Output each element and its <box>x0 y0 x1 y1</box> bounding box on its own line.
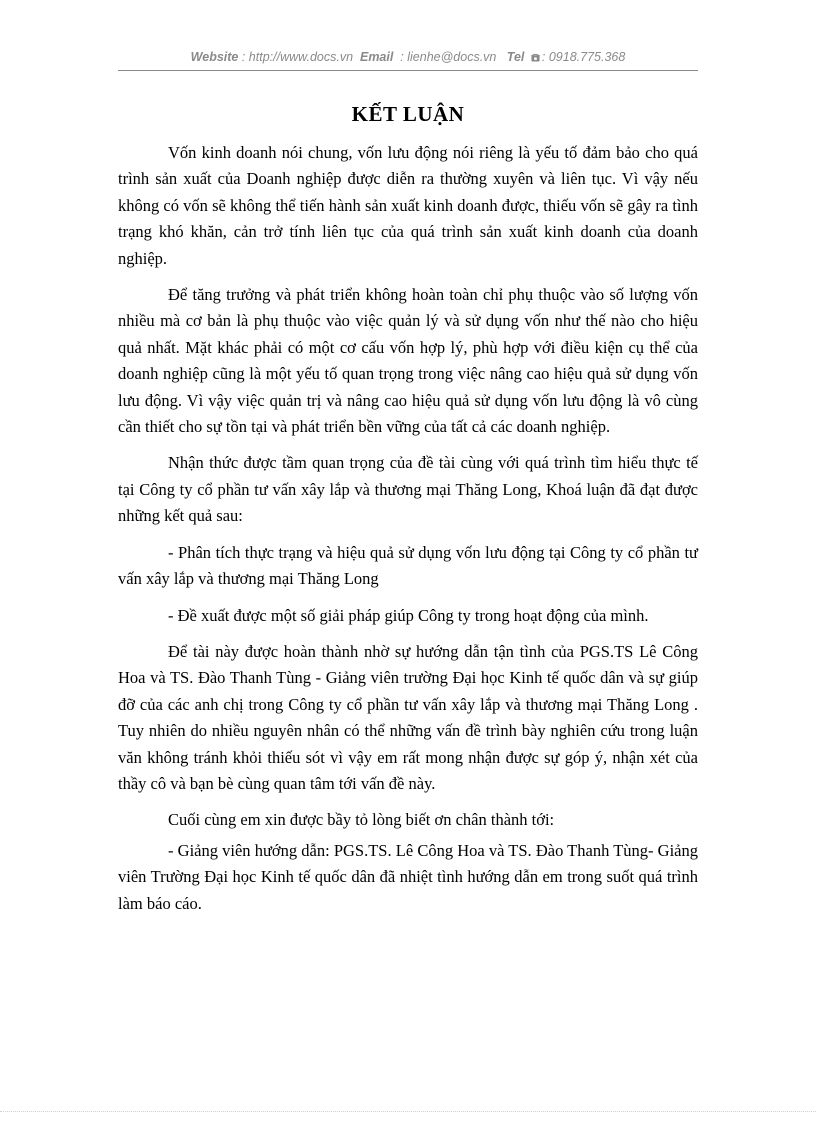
page-title: KẾT LUẬN <box>351 102 465 126</box>
paragraph: Cuối cùng em xin được bầy tỏ lòng biết ơn chân thành tới: <box>168 810 555 830</box>
bullet-item: - Phân tích thực trạng và hiệu quả sử dụng vốn lưu động tại Công ty cổ phần tư vấn xây lắp và thương mại Thăng Long <box>118 542 698 589</box>
tel-value: : 0918.775.368 <box>541 50 626 64</box>
email-label: Email <box>359 50 394 64</box>
paragraph: Vốn kinh doanh nói chung, vốn lưu động nói riêng là yếu tố đảm bảo cho quá trình sản xuất của Doanh nghiệp được diễn ra thường xuyên và liên tục. Vì vậy nếu không có vốn sẽ không thể tiến hành sản xuất kinh doanh được, thiếu vốn sẽ gây ra tình trạng khó khăn, cản trở tính liên tục của quá trình sản xuất kinh doanh của doanh nghiệp. <box>118 143 698 268</box>
telephone-icon <box>531 53 540 62</box>
website-value: : http://www.docs.vn <box>241 50 354 64</box>
paragraph: Nhận thức được tầm quan trọng của đề tài cùng với quá trình tìm hiểu thực tế tại Công ty cổ phần tư vấn xây lắp và thương mại Thăng Long, Khoá luận đã đạt được những kết quả sau: <box>118 453 698 526</box>
email-value: : lienhe@docs.vn <box>400 50 497 64</box>
paragraph: Để tài này được hoàn thành nhờ sự hướng dẫn tận tình của PGS.TS Lê Công Hoa và TS. Đào Thanh Tùng - Giảng viên trường Đại học Kinh tế quốc dân và sự giúp đỡ của các anh chị trong Công ty cổ phần tư vấn xây lắp và thương mại Thăng Long . Tuy nhiên do nhiều nguyên nhân có thể những vấn đề trình bày nghiên cứu trong luận văn không tránh khỏi thiếu sót vì vậy em rất mong nhận được sự góp ý, nhận xét của thầy cô và bạn bè cùng quan tâm tới vấn đề này. <box>118 641 698 793</box>
website-label: Website <box>190 50 239 64</box>
header-divider <box>118 70 698 71</box>
bullet-item: - Giảng viên hướng dẫn: PGS.TS. Lê Công Hoa và TS. Đào Thanh Tùng- Giảng viên Trường Đại học Kinh tế quốc dân đã nhiệt tình hướng dẫn em trong suốt quá trình làm báo cáo. <box>118 840 698 913</box>
page-bottom-divider <box>0 1111 816 1112</box>
page-header <box>118 50 698 64</box>
paragraph: Để tăng trưởng và phát triển không hoàn toàn chỉ phụ thuộc vào số lượng vốn nhiều mà cơ bản là phụ thuộc vào việc quản lý và sử dụng vốn như thế nào cho hiệu quả nhất. Mặt khác phải có một cơ cấu vốn hợp lý, phù hợp với điều kiện cụ thể của doanh nghiệp cũng là một yếu tố quan trọng trong việc nâng cao hiệu quả sử dụng vốn lưu động. Vì vậy việc quản trị và nâng cao hiệu quả sử dụng vốn lưu động là vô cùng cần thiết cho sự tồn tại và phát triển bền vững của tất cả các doanh nghiệp. <box>118 285 698 437</box>
bullet-item: - Đề xuất được một số giải pháp giúp Công ty trong hoạt động của mình. <box>168 605 649 625</box>
tel-label: Tel <box>506 50 525 64</box>
document-body <box>118 140 698 927</box>
